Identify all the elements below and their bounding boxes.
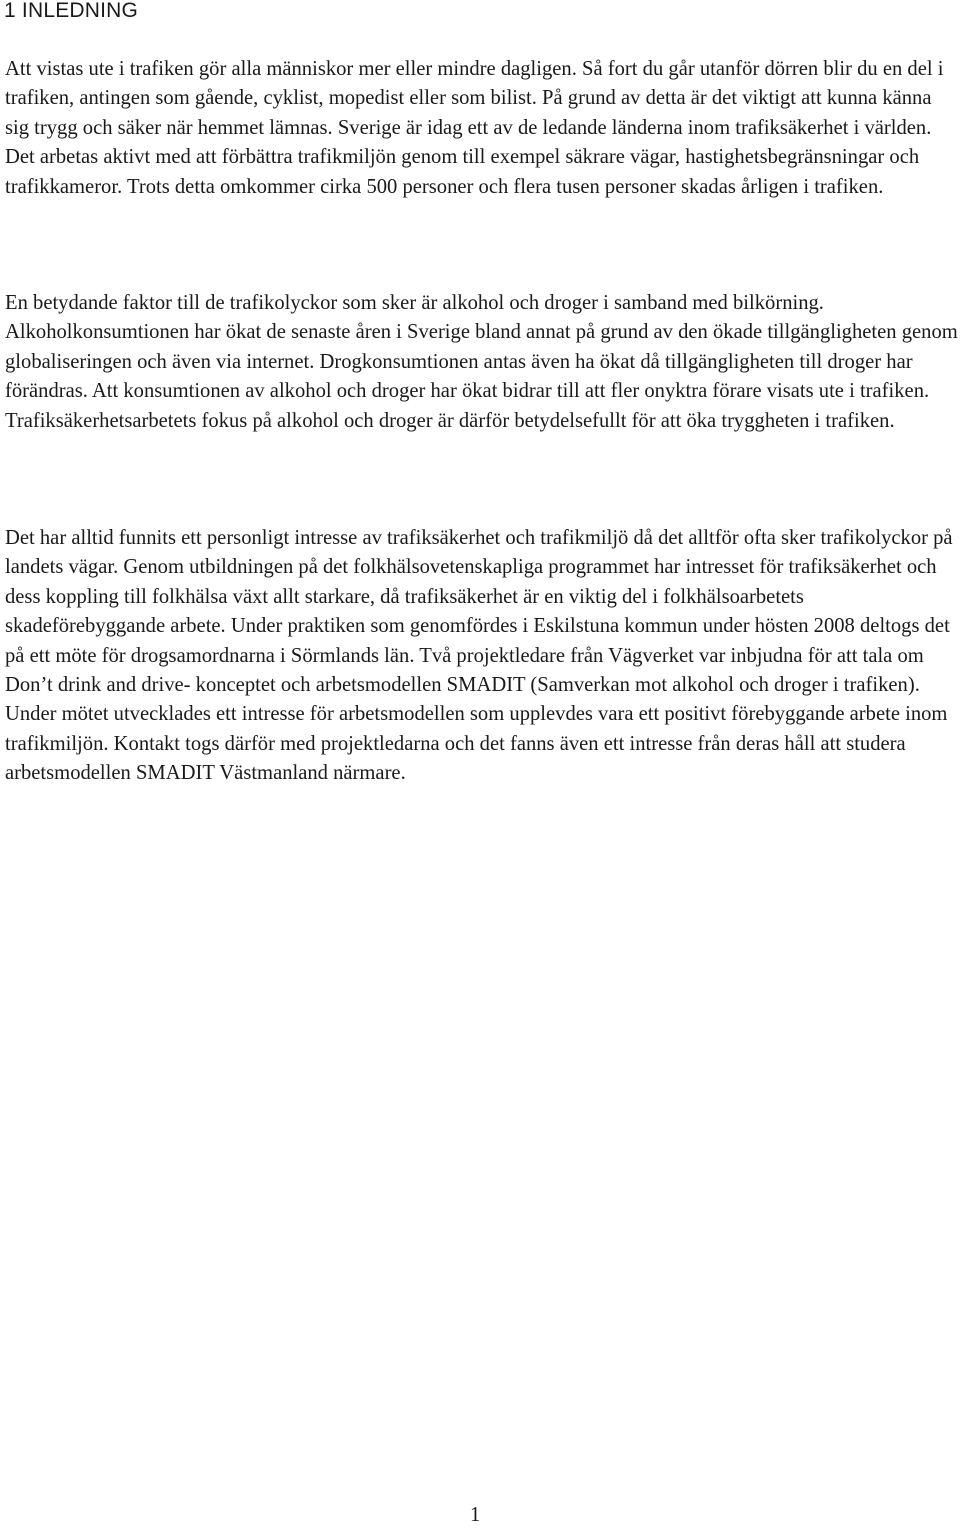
page-number: 1 [470,1504,481,1526]
body-paragraph-1 [5,55,960,202]
body-paragraph-3 [5,524,960,789]
section-heading: 1 INLEDNING [4,0,139,22]
paragraph-text: Det har alltid funnits ett personligt intresse av trafiksäkerhet och trafikmiljö då det alltför ofta sker trafikolyckor på landets vägar. Genom utbildningen på det folkhälsovetenskapliga programmet har intresset för trafiksäkerhet och dess koppling till folkhälsa växt allt starkare, då trafiksäkerhet är en viktig del i folkhälsoarbetets skadeförebyggande arbete. Under praktiken som genomfördes i Eskilstuna kommun under hösten 2008 deltogs det på ett möte för drogsamordnarna i Sörmlands län. Två projektledare från Vägverket var inbjudna för att tala om Don’t drink and drive- konceptet och arbetsmodellen SMADIT (Samverkan mot alkohol och droger i trafiken). Under mötet utvecklades ett intresse för arbetsmodellen som upplevdes vara ett positivt förebyggande arbete inom trafikmiljön. Kontakt togs därför med projektledarna och det fanns även ett intresse från deras håll att studera arbetsmodellen SMADIT Västmanland närmare. [5,527,953,785]
paragraph-text: En betydande faktor till de trafikolyckor som sker är alkohol och droger i samband med bilkörning. Alkoholkonsumtionen har ökat de senaste åren i Sverige bland annat på grund av den ökade tillgängligheten genom globaliseringen och även via internet. Drogkonsumtionen antas även ha ökat då tillgängligheten till droger har förändras. Att konsumtionen av alkohol och droger har ökat bidrar till att fler onyktra förare visats ute i trafiken. Trafiksäkerhetsarbetets fokus på alkohol och droger är därför betydelsefullt för att öka tryggheten i trafiken. [5,292,958,432]
paragraph-text: Att vistas ute i trafiken gör alla människor mer eller mindre dagligen. Så fort du går utanför dörren blir du en del i trafiken, antingen som gående, cyklist, mopedist eller som bilist. På grund av detta är det viktigt att kunna känna sig trygg och säker när hemmet lämnas. Sverige är idag ett av de ledande länderna inom trafiksäkerhet i världen. Det arbetas aktivt med att förbättra trafikmiljön genom till exempel säkrare vägar, hastighetsbegränsningar och trafikkameror. Trots detta omkommer cirka 500 personer och flera tusen personer skadas årligen i trafiken. [5,58,944,198]
body-paragraph-2 [5,289,960,436]
